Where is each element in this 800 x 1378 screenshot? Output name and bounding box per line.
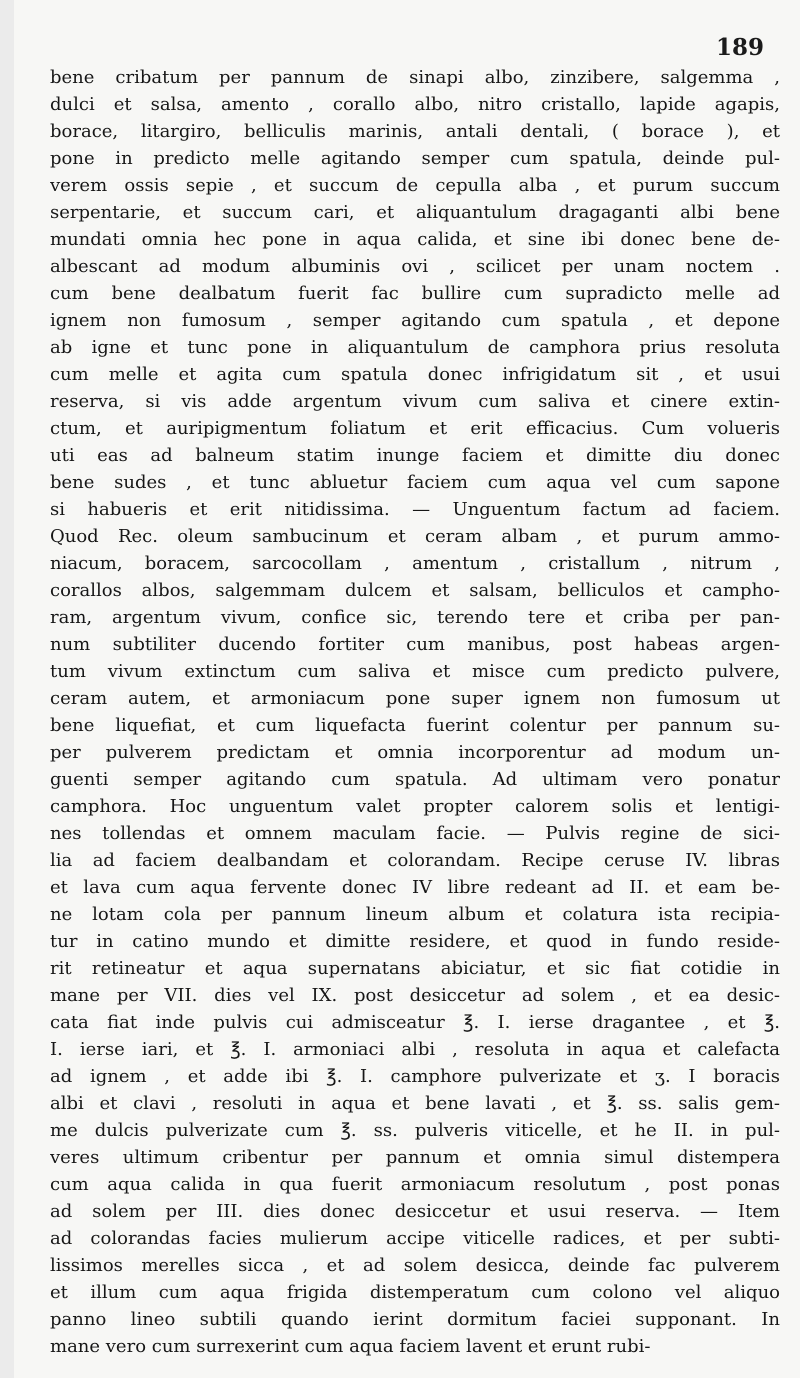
text-line: bene sudes , et tunc abluetur faciem cum aqua vel cum sapone [50,472,780,493]
text-line: albescant ad modum albuminis ovi , scilicet per unam noctem . [50,256,780,277]
text-line: panno lineo subtili quando ierint dormitum faciei supponant. In [50,1309,780,1330]
text-line: ne lotam cola per pannum lineum album et colatura ista recipia- [50,904,780,925]
text-line: cum melle et agita cum spatula donec infrigidatum sit , et usui [50,364,780,385]
text-line: veres ultimum cribentur per pannum et omnia simul distempera [50,1147,780,1168]
text-line: et illum cum aqua frigida distemperatum cum colono vel aliquo [50,1282,780,1303]
text-line: lia ad faciem dealbandam et colorandam. Recipe ceruse IV. libras [50,850,780,871]
text-line: bene liquefiat, et cum liquefacta fuerint colentur per pannum su- [50,715,780,736]
text-line: pone in predicto melle agitando semper cum spatula, deinde pul- [50,148,780,169]
text-line: mane per VII. dies vel IX. post desiccetur ad solem , et ea desic- [50,985,780,1006]
text-line: borace, litargiro, belliculis marinis, antali dentali, ( borace ), et [50,121,780,142]
text-line: corallos albos, salgemmam dulcem et salsam, belliculos et campho- [50,580,780,601]
text-line: uti eas ad balneum statim inunge faciem et dimitte diu donec [50,445,780,466]
text-line: ab igne et tunc pone in aliquantulum de camphora prius resoluta [50,337,780,358]
text-line: ad ignem , et adde ibi ℥. I. camphore pulverizate et ʒ. I boracis [50,1066,780,1087]
text-line: ad colorandas facies mulierum accipe viticelle radices, et per subti- [50,1228,780,1249]
text-line: lissimos merelles sicca , et ad solem desicca, deinde fac pulverem [50,1255,780,1276]
text-line: tum vivum extinctum cum saliva et misce cum predicto pulvere, [50,661,780,682]
text-line: si habueris et erit nitidissima. — Unguentum factum ad faciem. [50,499,780,520]
book-page [14,0,800,1378]
text-line: ctum, et auripigmentum foliatum et erit efficacius. Cum volueris [50,418,780,439]
page-number: 189 [715,34,764,61]
text-line: cum aqua calida in qua fuerit armoniacum resolutum , post ponas [50,1174,780,1195]
text-line: per pulverem predictam et omnia incorporentur ad modum un- [50,742,780,763]
text-line: mane vero cum surrexerint cum aqua faciem lavent et erunt rubi- [50,1336,651,1357]
text-line: guenti semper agitando cum spatula. Ad ultimam vero ponatur [50,769,780,790]
text-line: albi et clavi , resoluti in aqua et bene lavati , et ℥. ss. salis gem- [50,1093,780,1114]
text-line: ceram autem, et armoniacum pone super ignem non fumosum ut [50,688,780,709]
text-line: niacum, boracem, sarcocollam , amentum , cristallum , nitrum , [50,553,780,574]
text-line: me dulcis pulverizate cum ℥. ss. pulveris viticelle, et he II. in pul- [50,1120,780,1141]
text-line: Quod Rec. oleum sambucinum et ceram albam , et purum ammo- [50,526,780,547]
text-line: mundati omnia hec pone in aqua calida, et sine ibi donec bene de- [50,229,780,250]
text-line: nes tollendas et omnem maculam facie. — Pulvis regine de sici- [50,823,780,844]
text-line: ad solem per III. dies donec desiccetur et usui reserva. — Item [50,1201,780,1222]
text-line: et lava cum aqua fervente donec IV libre redeant ad II. et eam be- [50,877,780,898]
text-line: ignem non fumosum , semper agitando cum spatula , et depone [50,310,780,331]
text-line: dulci et salsa, amento , corallo albo, nitro cristallo, lapide agapis, [50,94,780,115]
text-line: bene cribatum per pannum de sinapi albo, zinzibere, salgemma , [50,67,780,88]
body-text [50,64,780,1360]
text-line: cum bene dealbatum fuerit fac bullire cum supradicto melle ad [50,283,780,304]
text-line: rit retineatur et aqua supernatans abiciatur, et sic fiat cotidie in [50,958,780,979]
text-line: reserva, si vis adde argentum vivum cum saliva et cinere extin- [50,391,780,412]
text-line: cata fiat inde pulvis cui admisceatur ℥. I. ierse dragantee , et ℥. [50,1012,780,1033]
text-line: camphora. Hoc unguentum valet propter calorem solis et lentigi- [50,796,780,817]
text-line: num subtiliter ducendo fortiter cum manibus, post habeas argen- [50,634,780,655]
text-line: tur in catino mundo et dimitte residere, et quod in fundo reside- [50,931,780,952]
text-line: I. ierse iari, et ℥. I. armoniaci albi , resoluta in aqua et calefacta [50,1039,780,1060]
text-line: serpentarie, et succum cari, et aliquantulum dragaganti albi bene [50,202,780,223]
text-line: verem ossis sepie , et succum de cepulla alba , et purum succum [50,175,780,196]
text-line: ram, argentum vivum, confice sic, terendo tere et criba per pan- [50,607,780,628]
